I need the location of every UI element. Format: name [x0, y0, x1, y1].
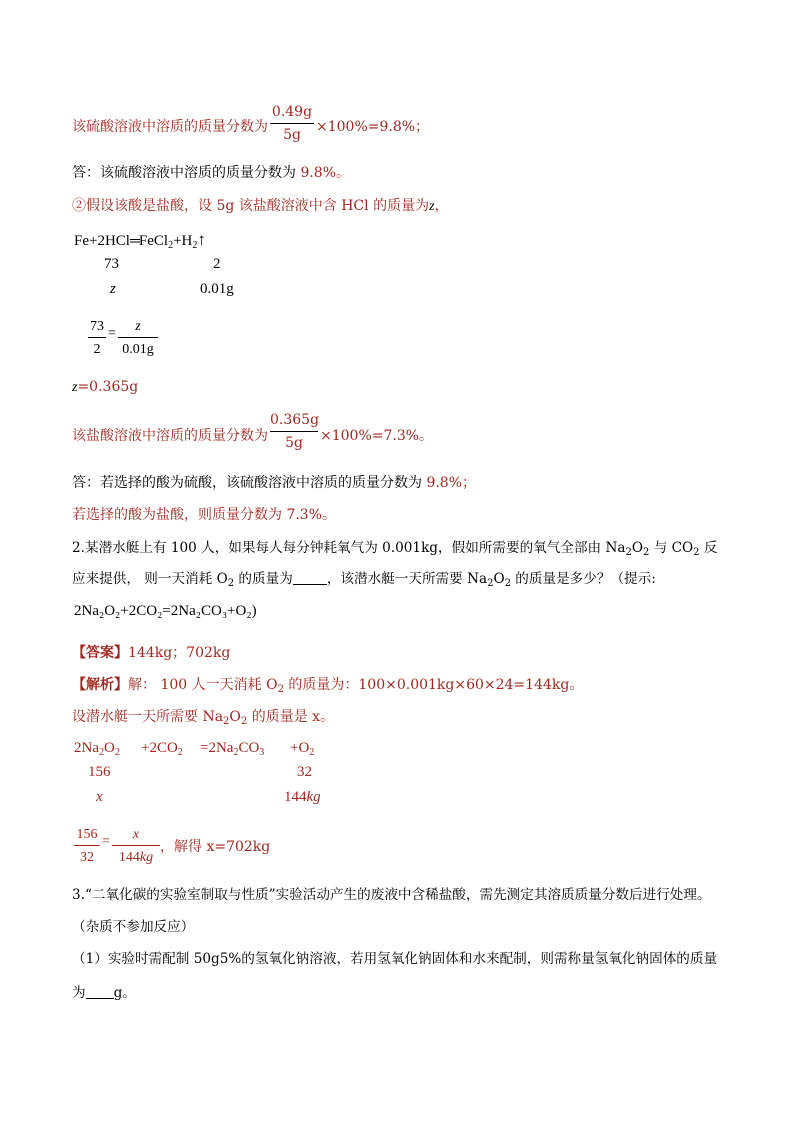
eq2-mass-o2: 32 [297, 764, 312, 780]
q3-line3: （1）实验时需配制 50g5%的氢氧化钠溶液，若用氢氧化钠固体和水来配制，则需称量氢氧化钠固体的质量 [72, 951, 718, 967]
eq1-known-h2: 0.01g [200, 281, 234, 297]
ratio2-left: 156 32 [74, 826, 100, 866]
equation-co2: $+2CO_2$ [141, 740, 183, 758]
answer-line: 【答案】144kg；702kg [72, 645, 231, 661]
hcl-percent: ×100%=7.3%。 [320, 428, 434, 444]
hcl-fraction: 0.365g 5g [270, 412, 320, 451]
sulfuric-fraction-line: 该硫酸溶液中溶质的质量分数为 [72, 119, 268, 135]
z-result: z=0.365g [72, 379, 139, 395]
final-answer-sulfuric: 答：若选择的酸为硫酸，该硫酸溶液中溶质的质量分数为 9.8%； [72, 475, 477, 491]
q2-blank[interactable] [293, 570, 327, 585]
q3-line2: （杂质不参加反应） [72, 919, 195, 935]
ratio1-right: z 0.01g [118, 318, 158, 358]
q2-line2: 应来提供， 则一天消耗 $O_2$ 的质量为 ，该潜水艇一天所需要 $Na_2O_2$ 的质量是多少？（提示: [72, 571, 656, 589]
q2-line1: 2.某潜水艇上有 100 人，如果每人每分钟耗氧气为 0.001kg，假如所需要的氧气全部由 $Na_2O_2$ 与 $CO_2$ 反 [72, 540, 718, 558]
eq1-unknown-z: z [110, 281, 116, 297]
equation-na2co3: $=2Na_2CO_3$ [200, 740, 265, 758]
analysis-line: 【解析】解： 100 人一天消耗 $O_2$ 的质量为：100×0.001kg×60×24=144kg。 [72, 677, 584, 695]
q2-hint-equation: 2Na₂O₂+2CO₂=2Na₂CO₃+O₂) [74, 603, 257, 619]
equation-fe-hcl: $Fe+2HCl═FeCl_2+H_2↑$ [74, 230, 206, 251]
sulfuric-fraction: 0.49g 5g [271, 104, 313, 143]
sulfuric-answer: 答：该硫酸溶液中溶质的质量分数为 9.8%。 [72, 165, 351, 181]
x-result: ，解得 x=702kg [160, 839, 271, 855]
q3-line4: 为 g。 [72, 985, 136, 1001]
q3-blank[interactable] [86, 984, 114, 999]
ratio2-equals: = [102, 834, 110, 849]
ratio1-equals: = [108, 326, 116, 341]
let-line: 设潜水艇一天所需要 $Na_2O_2$ 的质量是 x。 [72, 709, 335, 727]
ratio2-right: x 144kg [112, 826, 160, 866]
assume-hcl-line: ②假设该酸是盐酸，设 5g 该盐酸溶液中含 HCl 的质量为z， [72, 198, 449, 214]
q3-line1: 3.“二氧化碳的实验室制取与性质”实验活动产生的废液中含稀盐酸，需先测定其溶质质量分数后进行处理。 [72, 887, 711, 903]
ratio1-left: 73 2 [90, 319, 104, 357]
eq2-unknown-x: x [96, 789, 103, 805]
sulfuric-percent: ×100%=9.8%； [316, 119, 430, 135]
eq2-known-o2: 144kg [284, 789, 321, 805]
hcl-fraction-line: 该盐酸溶液中溶质的质量分数为 [72, 428, 268, 444]
final-answer-hcl: 若选择的酸为盐酸，则质量分数为 7.3%。 [72, 507, 337, 523]
equation-na2o2: $2Na_2O_2$ [74, 740, 120, 758]
equation-o2: $+O_2$ [290, 740, 315, 758]
eq2-mass-na2o2: 156 [88, 764, 111, 780]
eq1-mass-h2: 2 [213, 256, 221, 272]
eq1-mass-hcl: 73 [104, 256, 119, 272]
